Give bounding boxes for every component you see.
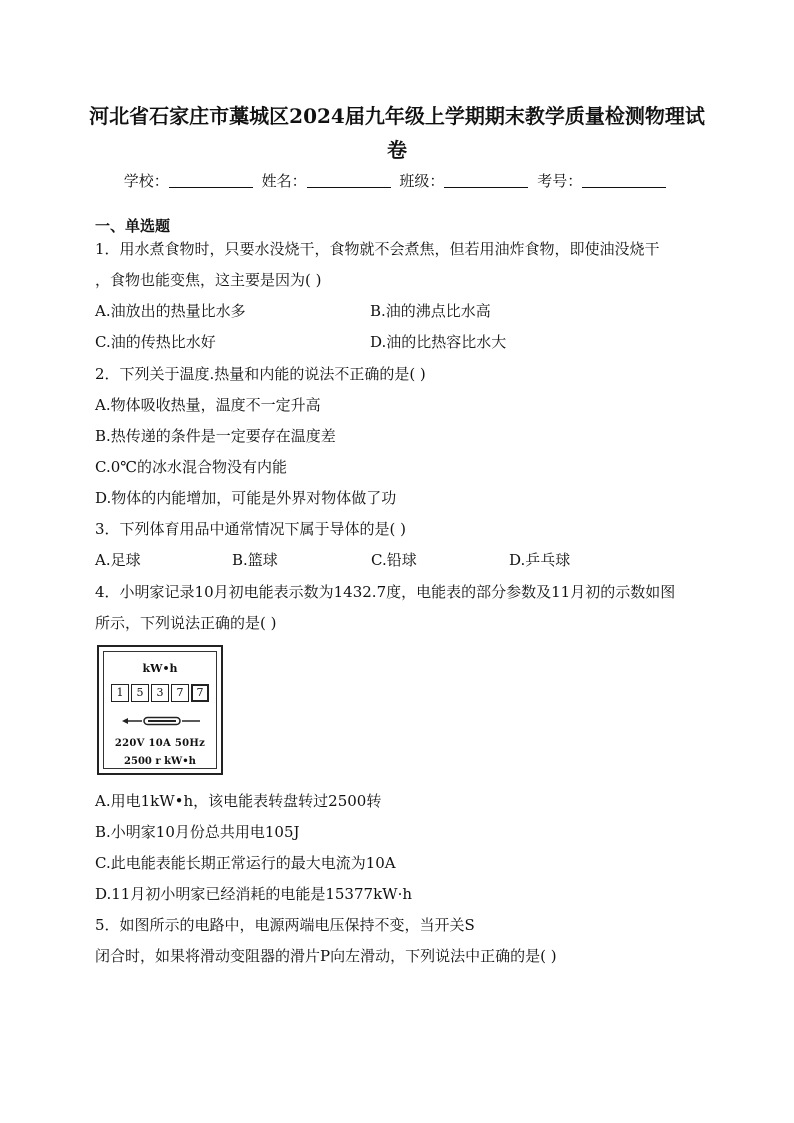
meter-unit-label: kW•h <box>142 662 178 675</box>
q3-option-c[interactable]: C.铅球 <box>371 551 417 569</box>
q4-option-d[interactable]: D.11月初小明家已经消耗的电能是15377kW·h <box>95 885 413 903</box>
exam-number-label: 考号： <box>537 172 583 190</box>
meter-digit: 1 <box>111 684 129 702</box>
exam-number-blank[interactable] <box>582 172 666 188</box>
meter-digit: 3 <box>151 684 169 702</box>
meter-digit: 5 <box>131 684 149 702</box>
name-blank[interactable] <box>307 172 391 188</box>
school-label: 学校： <box>123 172 169 190</box>
school-blank[interactable] <box>169 172 253 188</box>
q2-option-a[interactable]: A.物体吸收热量，温度不一定升高 <box>95 396 321 414</box>
meter-spec-label: 220V 10A 50Hz <box>114 738 206 749</box>
meter-revolution-label: 2500 r kW•h <box>124 756 196 767</box>
q4-option-b[interactable]: B.小明家10月份总共用电105J <box>95 823 300 841</box>
class-label: 班级： <box>399 172 445 190</box>
q4-option-c[interactable]: C.此电能表能长期正常运行的最大电流为10A <box>95 854 396 872</box>
q3-stem: 3．下列体育用品中通常情况下属于导体的是( ) <box>95 520 407 538</box>
q5-stem-line2: 闭合时，如果将滑动变阻器的滑片P向左滑动，下列说法中正确的是( ) <box>95 947 557 965</box>
meter-digit-row <box>111 684 211 702</box>
exam-title-line2: 卷 <box>387 138 407 162</box>
q1-option-d[interactable]: D.油的比热容比水大 <box>370 333 507 351</box>
student-info-row <box>0 170 794 191</box>
q2-option-d[interactable]: D.物体的内能增加，可能是外界对物体做了功 <box>95 489 397 507</box>
q1-option-c[interactable]: C.油的传热比水好 <box>95 333 216 351</box>
electric-meter-figure <box>97 645 223 775</box>
meter-rotating-disk-icon <box>122 716 202 726</box>
q4-stem-line2: 所示，下列说法正确的是( ) <box>95 614 277 632</box>
q4-stem-line1: 4．小明家记录10月初电能表示数为1432.7度，电能表的部分参数及11月初的示数如图 <box>95 583 676 601</box>
q1-stem-line2: ，食物也能变焦，这主要是因为( ) <box>95 271 322 289</box>
q2-stem: 2．下列关于温度.热量和内能的说法不正确的是( ) <box>95 365 426 383</box>
meter-decimal-digit: 7 <box>191 684 209 702</box>
q3-option-a[interactable]: A.足球 <box>95 551 141 569</box>
q1-option-a[interactable]: A.油放出的热量比水多 <box>95 302 246 320</box>
q2-option-b[interactable]: B.热传递的条件是一定要存在温度差 <box>95 427 336 445</box>
meter-digit: 7 <box>171 684 189 702</box>
meter-face <box>103 651 217 769</box>
exam-title-line1: 河北省石家庄市藁城区2024届九年级上学期期末教学质量检测物理试 <box>89 104 705 128</box>
q1-stem-line1: 1．用水煮食物时，只要水没烧干，食物就不会煮焦，但若用油炸食物，即使油没烧干 <box>95 240 660 258</box>
q5-stem-line1: 5．如图所示的电路中，电源两端电压保持不变，当开关S <box>95 916 475 934</box>
q4-option-a[interactable]: A.用电1kW•h，该电能表转盘转过2500转 <box>95 792 382 810</box>
name-label: 姓名： <box>261 172 307 190</box>
class-blank[interactable] <box>444 172 528 188</box>
q3-option-b[interactable]: B.篮球 <box>232 551 278 569</box>
q2-option-c[interactable]: C.0℃的冰水混合物没有内能 <box>95 458 288 476</box>
q1-option-b[interactable]: B.油的沸点比水高 <box>370 302 491 320</box>
section-heading-single-choice: 一、单选题 <box>95 217 171 235</box>
q3-option-d[interactable]: D.乒乓球 <box>509 551 571 569</box>
